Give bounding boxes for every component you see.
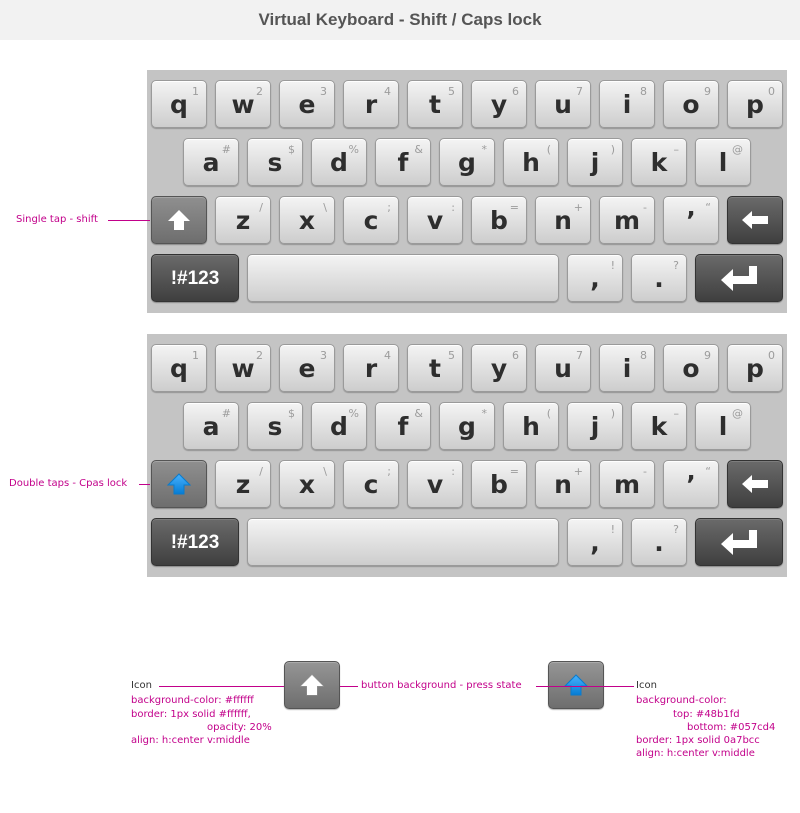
key-row1-7[interactable]	[599, 80, 655, 128]
enter-key[interactable]	[695, 254, 783, 302]
key-secondary: 1	[192, 349, 199, 362]
left-spec-line2: border: 1px solid #ffffff,	[131, 709, 251, 720]
key-letter: z	[235, 470, 251, 499]
key-secondary: 2	[256, 85, 263, 98]
key-letter: f	[397, 412, 409, 441]
key-secondary: /	[259, 465, 263, 478]
key-secondary: 0	[768, 85, 775, 98]
key-row2-8[interactable]	[695, 138, 751, 186]
key-row1-8[interactable]	[663, 344, 719, 392]
key-row1-0[interactable]	[151, 80, 207, 128]
key-letter: w	[231, 354, 255, 383]
key-secondary: (	[546, 407, 551, 420]
key-letter: l	[718, 148, 728, 177]
key-letter: e	[298, 90, 316, 119]
key-row1-3[interactable]	[343, 80, 399, 128]
key-secondary: 3	[320, 85, 327, 98]
period-key-secondary: ?	[673, 259, 679, 272]
key-secondary: 7	[576, 349, 583, 362]
single-tap-line	[108, 220, 150, 221]
backspace-key[interactable]	[727, 460, 783, 508]
button-background-note: button background - press state	[361, 680, 522, 691]
key-secondary: 5	[448, 85, 455, 98]
right-spec-line2: top: #48b1fd	[673, 709, 740, 720]
key-letter: w	[231, 90, 255, 119]
enter-arrow-icon	[719, 528, 759, 556]
comma-key[interactable]	[567, 518, 623, 566]
key-row3-6[interactable]	[599, 196, 655, 244]
backspace-key[interactable]	[727, 196, 783, 244]
key-row1-7[interactable]	[599, 344, 655, 392]
key-letter: r	[364, 90, 378, 119]
key-secondary: @	[732, 407, 743, 420]
key-row3-1[interactable]	[279, 460, 335, 508]
key-row1-1[interactable]	[215, 344, 271, 392]
key-secondary: (	[546, 143, 551, 156]
caps-lock-key[interactable]	[151, 460, 207, 508]
key-secondary: @	[732, 143, 743, 156]
key-secondary: =	[509, 465, 519, 478]
key-row2-4[interactable]	[439, 402, 495, 450]
key-letter: r	[364, 354, 378, 383]
key-letter: m	[613, 470, 641, 499]
key-letter: o	[682, 354, 700, 383]
page-title: Virtual Keyboard - Shift / Caps lock	[258, 10, 542, 29]
button-bg-line-right	[536, 686, 576, 687]
key-letter: s	[267, 412, 283, 441]
key-secondary: 0	[768, 349, 775, 362]
key-row3-5[interactable]	[535, 460, 591, 508]
key-row2-7[interactable]	[631, 138, 687, 186]
right-spec-heading: Icon	[636, 680, 657, 691]
key-letter: i	[622, 354, 632, 383]
keyboard-caps-lock	[147, 334, 787, 577]
key-secondary: -	[643, 201, 647, 214]
symbols-key-label: !#123	[170, 532, 220, 553]
right-spec-line3: bottom: #057cd4	[687, 722, 776, 733]
symbols-key[interactable]	[151, 254, 239, 302]
enter-key[interactable]	[695, 518, 783, 566]
key-row1-8[interactable]	[663, 80, 719, 128]
key-row3-4[interactable]	[471, 460, 527, 508]
period-key-label: .	[654, 528, 664, 557]
key-secondary: –	[673, 407, 679, 420]
demo-shift-button	[284, 661, 340, 709]
key-secondary: 9	[704, 349, 711, 362]
key-letter: n	[554, 206, 572, 235]
key-letter: k	[650, 148, 668, 177]
key-letter: p	[746, 90, 764, 119]
key-row2-2[interactable]	[311, 138, 367, 186]
key-secondary: #	[221, 143, 231, 156]
key-row3-0[interactable]	[215, 460, 271, 508]
key-letter: g	[458, 148, 476, 177]
key-row3-0[interactable]	[215, 196, 271, 244]
key-row1-1[interactable]	[215, 80, 271, 128]
key-row1-4[interactable]	[407, 344, 463, 392]
key-row2-5[interactable]	[503, 138, 559, 186]
key-secondary: 8	[640, 85, 647, 98]
key-secondary: +	[573, 201, 583, 214]
key-letter: b	[490, 206, 508, 235]
key-secondary: \	[323, 201, 327, 214]
key-row3-2[interactable]	[343, 196, 399, 244]
shift-arrow-icon	[167, 209, 191, 231]
symbols-key-label: !#123	[170, 268, 220, 289]
key-secondary: 2	[256, 349, 263, 362]
key-letter: z	[235, 206, 251, 235]
backspace-arrow-icon	[741, 210, 769, 230]
key-letter: u	[554, 354, 572, 383]
key-secondary: 6	[512, 85, 519, 98]
key-secondary: :	[451, 465, 455, 478]
key-row2-0[interactable]	[183, 402, 239, 450]
key-letter: ’	[686, 470, 696, 499]
period-key[interactable]	[631, 254, 687, 302]
key-secondary: 3	[320, 349, 327, 362]
demo-caps-lock-button	[548, 661, 604, 709]
caps-lock-arrow-icon	[564, 674, 588, 696]
key-secondary: *	[481, 143, 487, 156]
key-letter: y	[490, 90, 508, 119]
comma-key-secondary: !	[610, 523, 615, 536]
double-tap-note: Double taps - Cpas lock	[9, 478, 128, 489]
key-letter: u	[554, 90, 572, 119]
key-letter: d	[330, 148, 348, 177]
comma-key-label: ,	[590, 528, 600, 557]
right-spec-line5: align: h:center v:middle	[636, 748, 755, 759]
space-key[interactable]	[247, 254, 559, 302]
left-spec-line	[159, 686, 284, 687]
key-row3-1[interactable]	[279, 196, 335, 244]
key-secondary: %	[348, 143, 359, 156]
left-spec-line3: opacity: 20%	[207, 722, 272, 733]
key-letter: j	[590, 148, 600, 177]
key-row1-2[interactable]	[279, 80, 335, 128]
key-letter: x	[298, 470, 316, 499]
key-row1-6[interactable]	[535, 80, 591, 128]
comma-key-label: ,	[590, 264, 600, 293]
key-letter: ’	[686, 206, 696, 235]
key-row3-2[interactable]	[343, 460, 399, 508]
key-row2-2[interactable]	[311, 402, 367, 450]
key-letter: v	[426, 206, 444, 235]
key-row3-5[interactable]	[535, 196, 591, 244]
key-row3-4[interactable]	[471, 196, 527, 244]
key-row3-7[interactable]	[663, 460, 719, 508]
key-row1-6[interactable]	[535, 344, 591, 392]
key-secondary: )	[610, 407, 615, 420]
key-letter: k	[650, 412, 668, 441]
key-letter: f	[397, 148, 409, 177]
key-secondary: 7	[576, 85, 583, 98]
key-secondary: ;	[387, 201, 391, 214]
key-letter: q	[170, 354, 188, 383]
period-key[interactable]	[631, 518, 687, 566]
key-secondary: &	[414, 143, 423, 156]
key-letter: c	[363, 206, 379, 235]
key-secondary: #	[221, 407, 231, 420]
key-secondary: $	[288, 143, 295, 156]
double-tap-line	[139, 484, 150, 485]
right-spec-line1: background-color:	[636, 695, 727, 706]
key-secondary: “	[705, 201, 711, 214]
page-header	[0, 0, 800, 40]
key-row2-8[interactable]	[695, 402, 751, 450]
key-letter: e	[298, 354, 316, 383]
key-row1-9[interactable]	[727, 344, 783, 392]
key-letter: i	[622, 90, 632, 119]
keyboard-shift	[147, 70, 787, 313]
key-letter: c	[363, 470, 379, 499]
key-letter: j	[590, 412, 600, 441]
key-letter: x	[298, 206, 316, 235]
shift-arrow-icon	[300, 674, 324, 696]
key-secondary: /	[259, 201, 263, 214]
key-row1-0[interactable]	[151, 344, 207, 392]
key-row1-2[interactable]	[279, 344, 335, 392]
key-letter: p	[746, 354, 764, 383]
caps-lock-arrow-icon	[167, 473, 191, 495]
key-letter: m	[613, 206, 641, 235]
single-tap-note: Single tap - shift	[16, 214, 98, 225]
key-secondary: 1	[192, 85, 199, 98]
key-row2-1[interactable]	[247, 138, 303, 186]
key-letter: y	[490, 354, 508, 383]
key-secondary: –	[673, 143, 679, 156]
key-secondary: 6	[512, 349, 519, 362]
key-row2-6[interactable]	[567, 138, 623, 186]
key-secondary: 5	[448, 349, 455, 362]
key-row2-3[interactable]	[375, 138, 431, 186]
left-spec-line1: background-color: #ffffff	[131, 695, 254, 706]
left-spec-line4: align: h:center v:middle	[131, 735, 250, 746]
key-letter: a	[202, 412, 220, 441]
key-letter: q	[170, 90, 188, 119]
key-row1-9[interactable]	[727, 80, 783, 128]
key-letter: h	[522, 148, 540, 177]
key-letter: n	[554, 470, 572, 499]
key-row2-7[interactable]	[631, 402, 687, 450]
key-row2-0[interactable]	[183, 138, 239, 186]
key-secondary: %	[348, 407, 359, 420]
comma-key-secondary: !	[610, 259, 615, 272]
key-secondary: \	[323, 465, 327, 478]
key-row3-6[interactable]	[599, 460, 655, 508]
key-secondary: “	[705, 465, 711, 478]
key-letter: d	[330, 412, 348, 441]
key-letter: b	[490, 470, 508, 499]
left-spec-heading: Icon	[131, 680, 152, 691]
key-row2-1[interactable]	[247, 402, 303, 450]
comma-key[interactable]	[567, 254, 623, 302]
key-secondary: ;	[387, 465, 391, 478]
backspace-arrow-icon	[741, 474, 769, 494]
period-key-label: .	[654, 264, 664, 293]
key-letter: l	[718, 412, 728, 441]
shift-key[interactable]	[151, 196, 207, 244]
key-letter: h	[522, 412, 540, 441]
space-key[interactable]	[247, 518, 559, 566]
key-secondary: :	[451, 201, 455, 214]
key-secondary: 8	[640, 349, 647, 362]
key-secondary: 4	[384, 85, 391, 98]
key-row3-7[interactable]	[663, 196, 719, 244]
right-spec-line4: border: 1px solid 0a7bcc	[636, 735, 760, 746]
key-letter: v	[426, 470, 444, 499]
key-secondary: *	[481, 407, 487, 420]
key-row1-5[interactable]	[471, 344, 527, 392]
key-row2-4[interactable]	[439, 138, 495, 186]
key-letter: a	[202, 148, 220, 177]
key-secondary: 4	[384, 349, 391, 362]
button-bg-line-left	[340, 686, 358, 687]
key-secondary: $	[288, 407, 295, 420]
key-letter: g	[458, 412, 476, 441]
symbols-key[interactable]	[151, 518, 239, 566]
key-letter: t	[429, 354, 441, 383]
key-row1-3[interactable]	[343, 344, 399, 392]
key-row1-5[interactable]	[471, 80, 527, 128]
key-row3-3[interactable]	[407, 460, 463, 508]
enter-arrow-icon	[719, 264, 759, 292]
period-key-secondary: ?	[673, 523, 679, 536]
key-secondary: -	[643, 465, 647, 478]
key-letter: o	[682, 90, 700, 119]
right-spec-line	[576, 686, 634, 687]
key-secondary: =	[509, 201, 519, 214]
key-letter: t	[429, 90, 441, 119]
key-secondary: )	[610, 143, 615, 156]
key-row2-6[interactable]	[567, 402, 623, 450]
key-secondary: &	[414, 407, 423, 420]
key-secondary: 9	[704, 85, 711, 98]
key-letter: s	[267, 148, 283, 177]
key-row1-4[interactable]	[407, 80, 463, 128]
key-row2-5[interactable]	[503, 402, 559, 450]
key-secondary: +	[573, 465, 583, 478]
key-row3-3[interactable]	[407, 196, 463, 244]
key-row2-3[interactable]	[375, 402, 431, 450]
